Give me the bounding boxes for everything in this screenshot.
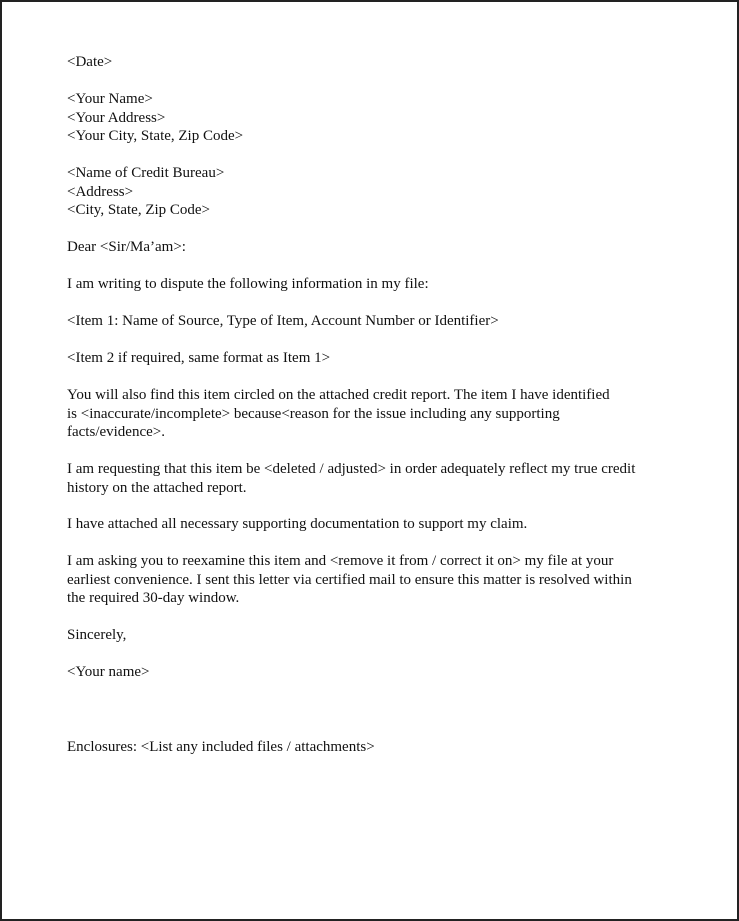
paragraph-line: I am asking you to reexamine this item and <remove it from / correct it on> my file at your	[67, 553, 614, 569]
enclosures: Enclosures: <List any included files / attachments>	[67, 739, 375, 755]
signature-name: <Your name>	[67, 664, 150, 680]
salutation: Dear <Sir/Ma’am>:	[67, 239, 186, 255]
paragraph-documentation: I have attached all necessary supporting documentation to support my claim.	[67, 516, 528, 532]
paragraph-line: earliest convenience. I sent this letter via certified mail to ensure this matter is resolved within	[67, 571, 632, 588]
dispute-item-2: <Item 2 if required, same format as Item 1>	[67, 350, 331, 366]
paragraph-line: the required 30-day window.	[67, 590, 240, 606]
paragraph-line: I am requesting that this item be <deleted / adjusted> in order adequately reflect my true credit	[67, 461, 636, 477]
paragraph-reexamine	[67, 552, 632, 608]
sender-address: <Your Address>	[67, 109, 166, 126]
paragraph-line: history on the attached report.	[67, 479, 247, 496]
paragraph-reason	[67, 386, 610, 442]
recipient-address: <Address>	[67, 183, 134, 200]
recipient-address-block	[67, 164, 224, 220]
paragraph-request	[67, 460, 635, 497]
sender-city-state-zip: <Your City, State, Zip Code>	[67, 128, 244, 144]
dispute-item-1: <Item 1: Name of Source, Type of Item, Account Number or Identifier>	[67, 313, 499, 329]
closing: Sincerely,	[67, 627, 127, 643]
recipient-city-state-zip: <City, State, Zip Code>	[67, 202, 211, 218]
paragraph-line: is <inaccurate/incomplete> because<reason for the issue including any supporting	[67, 405, 560, 422]
sender-name: <Your Name>	[67, 91, 153, 107]
paragraph-line: You will also find this item circled on the attached credit report. The item I have identified	[67, 387, 610, 403]
intro-paragraph: I am writing to dispute the following information in my file:	[67, 276, 429, 292]
recipient-bureau-name: <Name of Credit Bureau>	[67, 165, 225, 181]
sender-address-block	[67, 90, 243, 146]
letter-date: <Date>	[67, 54, 113, 70]
paragraph-line: facts/evidence>.	[67, 424, 165, 440]
